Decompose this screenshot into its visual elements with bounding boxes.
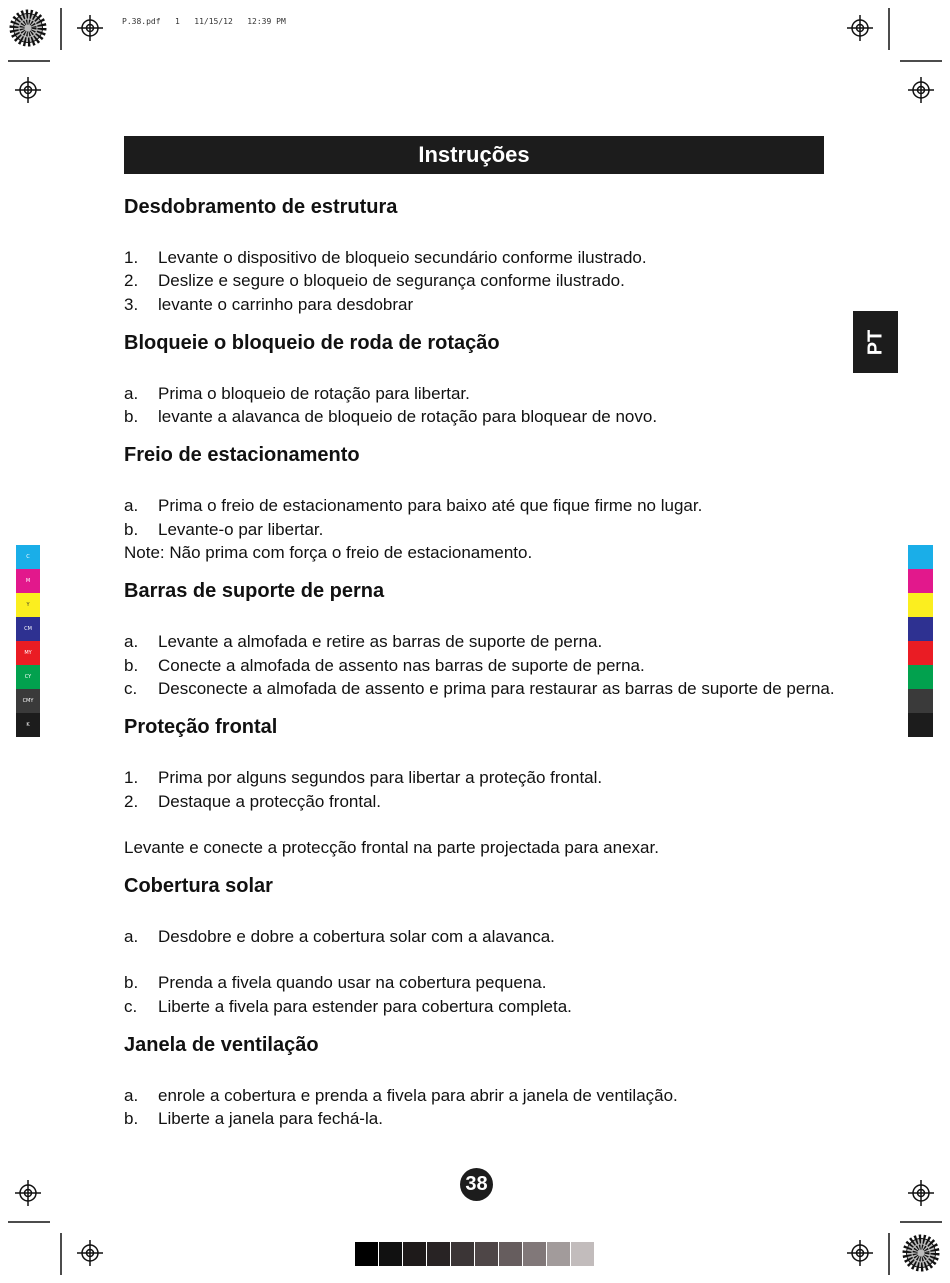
color-swatch: [908, 593, 933, 617]
list-item: c. Liberte a fivela para estender para cobertura completa.: [124, 996, 572, 1016]
crosshair-icon: [15, 77, 41, 103]
print-header: P.38.pdf 1 11/15/12 12:39 PM: [122, 17, 286, 26]
color-swatch: [908, 665, 933, 689]
list-item: 2. Destaque a protecção frontal.: [124, 791, 382, 811]
grey-swatch: [571, 1242, 594, 1266]
crosshair-icon: [847, 15, 873, 41]
list-item: b. levante a alavanca de bloqueio de rotação para bloquear de novo.: [124, 407, 658, 427]
color-swatch: [908, 617, 933, 641]
section-ventilation: [124, 1030, 844, 1131]
language-tab: [853, 311, 898, 373]
color-swatch: CY: [16, 665, 40, 689]
page-title: Instruções: [124, 136, 824, 174]
section-canopy: [124, 871, 844, 1018]
section-heading: Proteção frontal: [124, 716, 278, 739]
starburst-icon: [907, 1239, 936, 1268]
section-heading: Desdobramento de estrutura: [124, 196, 398, 218]
section-heading: Freio de estacionamento: [124, 444, 360, 467]
color-swatch: M: [16, 569, 40, 593]
grey-swatch: [379, 1242, 402, 1266]
grey-swatch: [547, 1242, 570, 1266]
crosshair-icon: [77, 1240, 103, 1266]
list-item: 2. Deslize e segure o bloqueio de segurança conforme ilustrado.: [124, 271, 625, 291]
section-parking-brake: [124, 440, 844, 564]
grey-swatch: [451, 1242, 474, 1266]
list-item: 1. Levante o dispositivo de bloqueio secundário conforme ilustrado.: [124, 248, 647, 267]
starburst-icon: [14, 14, 43, 43]
grey-swatch: [427, 1242, 450, 1266]
list-item: 3. levante o carrinho para desdobrar: [124, 294, 414, 314]
section-heading: Cobertura solar: [124, 875, 273, 898]
color-swatch: CM: [16, 617, 40, 641]
list-item: a. Levante a almofada e retire as barras de suporte de perna.: [124, 632, 603, 652]
section-swivel-lock: [124, 328, 844, 429]
color-swatch: [908, 641, 933, 665]
color-swatch: Y: [16, 593, 40, 617]
list-item: a. Desdobre e dobre a cobertura solar com a alavanca.: [124, 927, 555, 947]
color-swatch: CMY: [16, 689, 40, 713]
instructions-content: [124, 192, 844, 1143]
crosshair-icon: [908, 77, 934, 103]
grey-swatch: [499, 1242, 522, 1266]
color-swatch: [908, 713, 933, 737]
right-color-bar: [908, 545, 933, 737]
language-tab-label: PT: [864, 329, 886, 355]
section-front-guard: [124, 712, 844, 859]
crosshair-icon: [908, 1180, 934, 1206]
grey-swatch: [475, 1242, 498, 1266]
grey-swatch: [523, 1242, 546, 1266]
section-unfolding: [124, 192, 844, 316]
list-item: b. Liberte a janela para fechá-la.: [124, 1109, 383, 1129]
section-heading: Bloqueie o bloqueio de roda de rotação: [124, 331, 500, 354]
list-item: a. Prima o bloqueio de rotação para libertar.: [124, 383, 470, 403]
grey-swatch: [403, 1242, 426, 1266]
crosshair-icon: [847, 1240, 873, 1266]
section-leg-support: [124, 576, 844, 700]
list-item: 1. Prima por alguns segundos para libertar a proteção frontal.: [124, 768, 603, 788]
page-number: 38: [460, 1168, 493, 1201]
grey-scale-bar: [355, 1242, 595, 1266]
list-item: c. Desconecte a almofada de assento e prima para restaurar as barras de suporte de perna.: [124, 678, 835, 698]
crosshair-icon: [77, 15, 103, 41]
color-swatch: [908, 569, 933, 593]
color-swatch: [908, 545, 933, 569]
list-item: b. Levante-o par libertar.: [124, 519, 324, 539]
left-color-bar: [16, 545, 40, 737]
color-swatch: MY: [16, 641, 40, 665]
color-swatch: K: [16, 713, 40, 737]
grey-swatch: [355, 1242, 378, 1266]
list-item: a. Prima o freio de estacionamento para baixo até que fique firme no lugar.: [124, 496, 703, 516]
paragraph: Levante e conecte a protecção frontal na parte projectada para anexar.: [124, 837, 659, 857]
color-swatch: C: [16, 545, 40, 569]
section-heading: Barras de suporte de perna: [124, 580, 385, 603]
color-swatch: [908, 689, 933, 713]
list-item: b. Conecte a almofada de assento nas barras de suporte de perna.: [124, 655, 645, 675]
section-heading: Janela de ventilação: [124, 1034, 319, 1057]
note-text: Note: Não prima com força o freio de estacionamento.: [124, 543, 533, 563]
list-item: a. enrole a cobertura e prenda a fivela para abrir a janela de ventilação.: [124, 1086, 678, 1106]
list-item: b. Prenda a fivela quando usar na cobertura pequena.: [124, 973, 547, 993]
crosshair-icon: [15, 1180, 41, 1206]
